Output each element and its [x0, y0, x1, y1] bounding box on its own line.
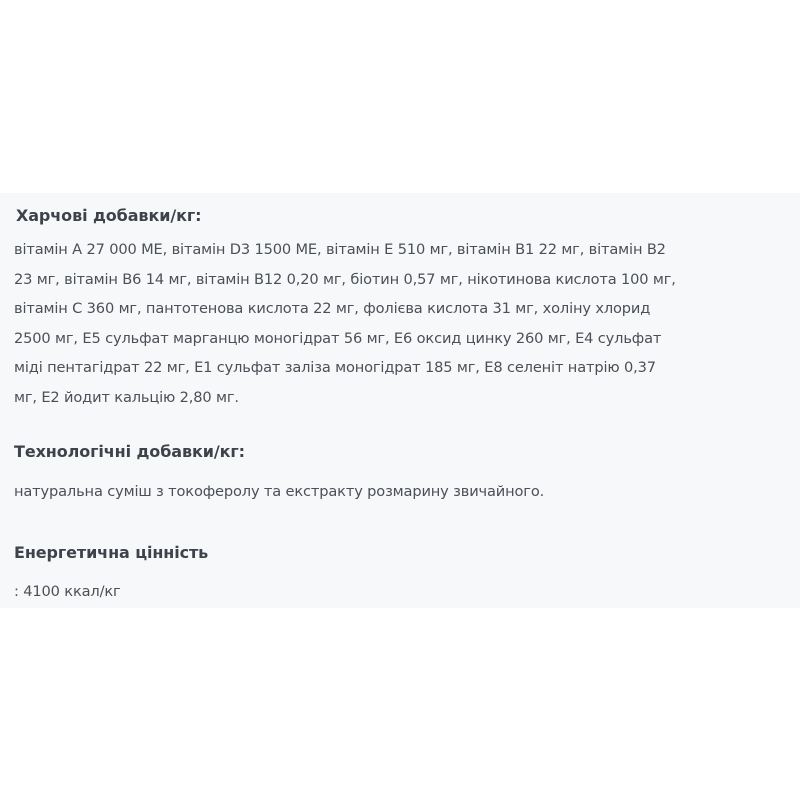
- text-line: 23 мг, вітамін B6 14 мг, вітамін B12 0,20 мг, біотин 0,57 мг, нікотинова кислота 100 мг,: [14, 270, 676, 288]
- text-line: мг, E2 йодит кальцію 2,80 мг.: [14, 388, 239, 406]
- nutritional-additives-text: [14, 235, 784, 412]
- energy-value-heading: Енергетична цінність: [14, 543, 209, 562]
- energy-value-text: [14, 577, 784, 607]
- text-line: натуральна суміш з токоферолу та екстракту розмарину звичайного.: [14, 483, 545, 500]
- text-line: 2500 мг, E5 сульфат марганцю моногідрат 56 мг, E6 оксид цинку 260 мг, E4 сульфат: [14, 329, 662, 347]
- text-line: міді пентагідрат 22 мг, E1 сульфат заліза моногідрат 185 мг, E8 селеніт натрію 0,37: [14, 359, 656, 376]
- technological-additives-heading: Технологічні добавки/кг:: [14, 442, 245, 461]
- nutritional-additives-heading: Харчові добавки/кг:: [16, 206, 202, 225]
- text-line: : 4100 ккал/кг: [14, 583, 121, 600]
- text-line: вітамін A 27 000 МЕ, вітамін D3 1500 МЕ, вітамін Е 510 мг, вітамін B1 22 мг, вітамін B2: [14, 241, 666, 258]
- text-line: вітамін С 360 мг, пантотенова кислота 22 мг, фолієва кислота 31 мг, холіну хлорид: [14, 300, 651, 317]
- technological-additives-text: [14, 477, 784, 507]
